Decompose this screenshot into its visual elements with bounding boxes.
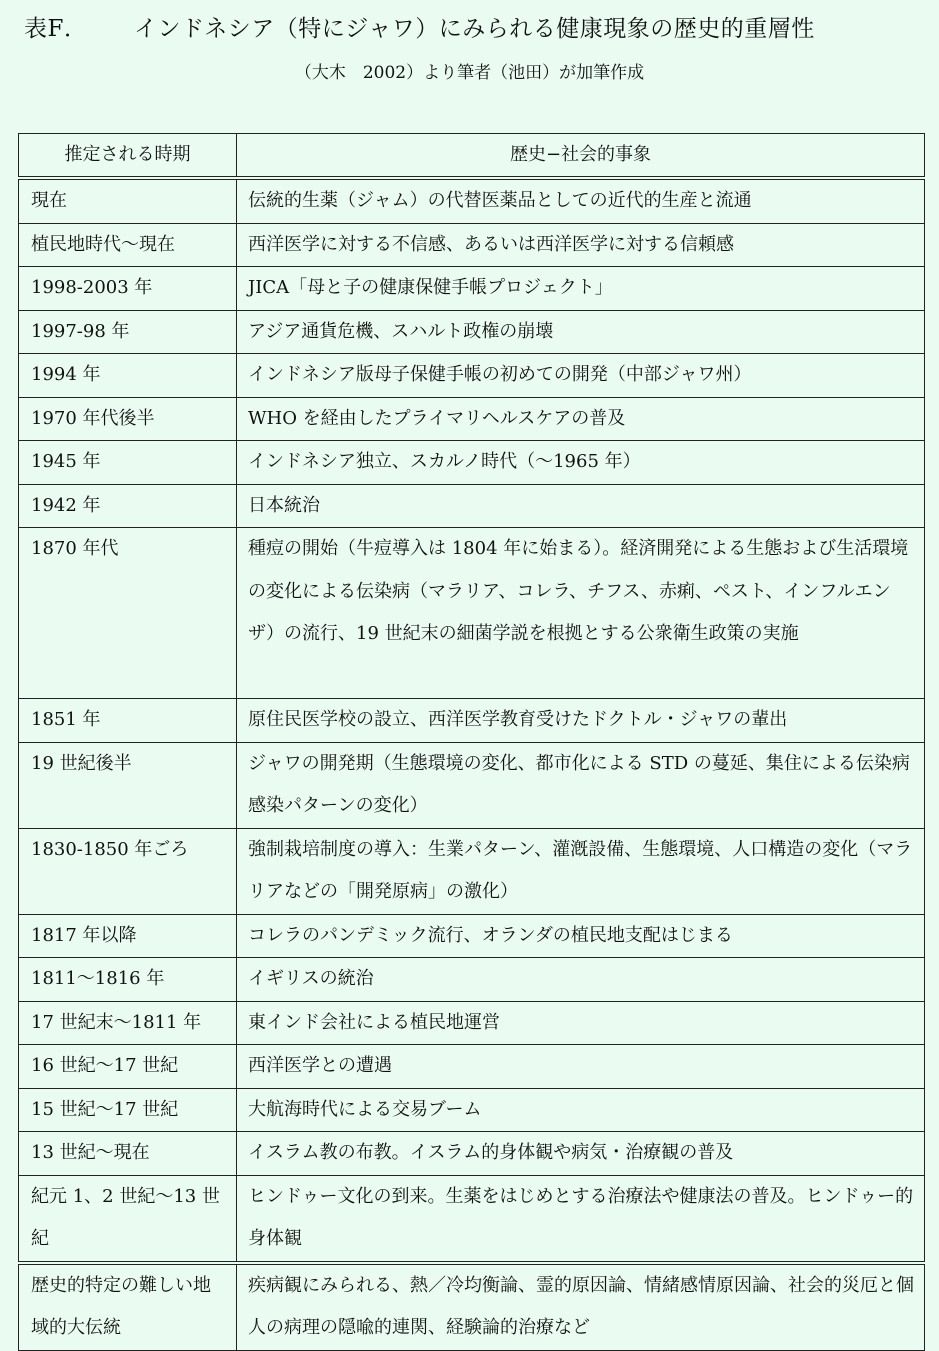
table-header-row [19,134,925,179]
event-cell [237,742,925,828]
event-text: 東インド会社による植民地運営 [248,1011,500,1033]
period-cell [19,914,237,958]
period-cell [19,354,237,398]
period-cell [19,178,237,223]
period-text: 現在 [31,190,67,211]
period-text: 1942 年 [31,494,101,516]
table-subtitle: （大木 2002）より筆者（池田）が加筆作成 [294,63,645,83]
period-cell [19,310,237,354]
event-cell [237,1045,925,1089]
period-text: 紀元 1、2 世紀〜13 世紀 [31,1185,220,1249]
period-text: 1830-1850 年ごろ [31,838,189,860]
event-cell [237,528,925,699]
event-text: WHO を経由したプライマリヘルスケアの普及 [248,407,626,429]
period-cell [19,1045,237,1089]
period-cell [19,484,237,528]
event-cell [237,267,925,311]
table-row [19,742,925,828]
period-text: 1817 年以降 [31,924,137,946]
event-cell [237,1263,925,1351]
event-text: 種痘の開始（牛痘導入は 1804 年に始まる）。経済開発による生態および生活環境の変化による伝染病（マラリア、コレラ、チフス、赤痢、ペスト、インフルエンザ）の流行、19 世紀末の細菌学説を根拠とする公衆衛生政策の実施 [248,538,909,644]
event-text: 原住民医学校の設立、西洋医学教育受けたドクトル・ジャワの輩出 [248,709,788,730]
event-cell [237,699,925,743]
table-row [19,223,925,267]
event-text: コレラのパンデミック流行、オランダの植民地支配はじまる [248,924,733,946]
table-row [19,310,925,354]
table-row [19,354,925,398]
period-cell [19,1001,237,1045]
period-text: 19 世紀後半 [31,752,132,774]
table-row [19,178,925,223]
event-cell [237,223,925,267]
event-cell [237,310,925,354]
event-text: イギリスの統治 [248,968,374,989]
table-row [19,958,925,1002]
event-text: 日本統治 [248,494,320,516]
period-text: 1945 年 [31,451,101,472]
period-cell [19,528,237,699]
event-cell [237,1132,925,1176]
period-cell [19,1088,237,1132]
event-cell [237,397,925,441]
period-cell [19,1132,237,1176]
table-row [19,397,925,441]
event-text: 伝統的生薬（ジャム）の代替医薬品としての近代的生産と流通 [248,190,752,211]
table-row [19,1088,925,1132]
event-cell [237,1175,925,1263]
table-row [19,699,925,743]
event-text: イスラム教の布教。イスラム的身体観や病気・治療観の普及 [248,1142,734,1163]
period-cell [19,397,237,441]
period-text: 17 世紀末〜1811 年 [31,1011,202,1033]
event-text: ジャワの開発期（生態環境の変化、都市化による STD の蔓延、集住による伝染病感染パターンの変化） [248,752,910,816]
period-text: 1994 年 [31,364,101,385]
table-row [19,1001,925,1045]
table-row [19,1045,925,1089]
table-row [19,267,925,311]
event-cell [237,828,925,914]
period-cell [19,699,237,743]
period-text: 1997-98 年 [31,320,130,342]
event-cell [237,1001,925,1045]
table-title-text: インドネシア（特にジャワ）にみられる健康現象の歴史的重層性 [134,16,815,42]
period-text: 16 世紀〜17 世紀 [31,1055,179,1076]
event-cell [237,914,925,958]
event-cell [237,958,925,1002]
header-event: 歴史−社会的事象 [237,134,925,179]
period-cell [19,267,237,311]
event-text: インドネシア独立、スカルノ時代（〜1965 年） [248,451,641,472]
table-row [19,828,925,914]
table-title [24,10,815,43]
period-cell [19,223,237,267]
event-text: 西洋医学との遭遇 [248,1055,392,1076]
period-text: 植民地時代〜現在 [31,233,175,255]
period-text: 歴史的特定の難しい地域的大伝統 [31,1274,211,1338]
period-cell [19,1175,237,1263]
period-text: 15 世紀〜17 世紀 [31,1098,179,1120]
event-text: インドネシア版母子保健手帳の初めての開発（中部ジャワ州） [248,364,752,385]
period-cell [19,441,237,485]
event-text: 大航海時代による交易ブーム [248,1098,482,1120]
period-text: 13 世紀〜現在 [31,1142,150,1163]
period-cell [19,742,237,828]
table-row [19,1263,925,1351]
period-text: 1998-2003 年 [31,277,153,298]
period-text: 1870 年代 [31,538,119,559]
history-table [18,133,925,1351]
event-text: 西洋医学に対する不信感、あるいは西洋医学に対する信頼感 [248,233,734,255]
event-cell [237,1088,925,1132]
header-period: 推定される時期 [19,134,237,179]
period-text: 1851 年 [31,709,101,730]
table-label: 表F． [24,16,88,42]
event-text: 疾病観にみられる、熱／冷均衡論、霊的原因論、情緒感情原因論、社会的災厄と個人の病理の隠喩的連関、経験論的治療など [248,1274,914,1338]
period-cell [19,958,237,1002]
table-row [19,484,925,528]
table-row [19,441,925,485]
event-text: ヒンドゥー文化の到来。生薬をはじめとする治療法や健康法の普及。ヒンドゥー的身体観 [248,1185,914,1249]
event-text: JICA「母と子の健康保健手帳プロジェクト」 [248,277,613,298]
event-cell [237,441,925,485]
event-text: アジア通貨危機、スハルト政権の崩壊 [248,320,554,342]
period-text: 1970 年代後半 [31,407,155,429]
period-cell [19,828,237,914]
event-cell [237,354,925,398]
table-row [19,1175,925,1263]
table-row [19,1132,925,1176]
table-row [19,528,925,699]
event-text: 強制栽培制度の導入：生業パターン、灌漑設備、生態環境、人口構造の変化（マラリアなどの「開発原病」の激化） [248,838,913,902]
table-row [19,914,925,958]
period-text: 1811〜1816 年 [31,968,165,989]
period-cell [19,1263,237,1351]
event-cell [237,484,925,528]
event-cell [237,178,925,223]
